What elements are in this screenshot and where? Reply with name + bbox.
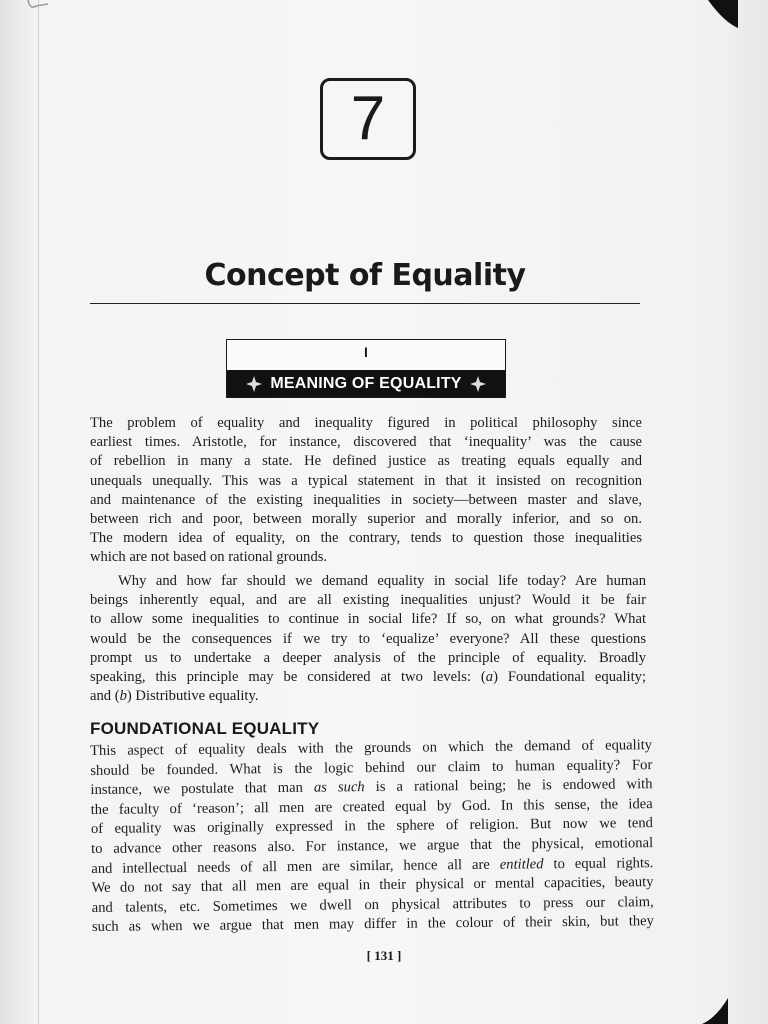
paragraph-questions xyxy=(90,572,646,706)
text-line: and intellectual needs of all men are similar, hence all are entitled to equal rights. xyxy=(91,854,654,877)
text-line: and talents, etc. Sometimes we dwell on physical attributes to press our claim, xyxy=(91,893,654,916)
text-line: between rich and poor, between morally superior and morally inferior, and so on. xyxy=(90,511,642,528)
page-spine-shadow xyxy=(38,0,39,1024)
chapter-title: Concept of Equality xyxy=(204,258,526,293)
text-line: the faculty of ‘reason’; all men are created equal by God. In this sense, the idea xyxy=(90,795,653,818)
binder-clip-top xyxy=(708,0,738,28)
text-line: would be the consequences if we try to ‘equalize’ everyone? All these questions xyxy=(90,630,646,647)
sparkle-ornament-icon xyxy=(470,376,486,392)
sparkle-ornament-icon xyxy=(246,376,262,392)
text-line: such as when we argue that men may differ in the colour of their skin, but they xyxy=(91,913,654,936)
paragraph-aristotle xyxy=(90,414,642,568)
text-line: earliest times. Aristotle, for instance, discovered that ‘inequality’ was the cause xyxy=(90,434,642,451)
text-line: We do not say that all men are equal in their physical or mental capacities, beauty xyxy=(91,874,654,897)
section-title: MEANING OF EQUALITY xyxy=(270,374,462,392)
page-number: [ 131 ] xyxy=(366,948,402,963)
text-line: Why and how far should we demand equality in social life today? Are human xyxy=(118,573,646,589)
binder-clip-bottom xyxy=(702,998,728,1024)
text-line: should be founded. What is the logic behind our claim to human equality? For xyxy=(90,756,653,779)
paragraph-foundational xyxy=(90,736,654,938)
text-line: and maintenance of the existing inequalities in society—between master and slave, xyxy=(90,491,642,508)
text-line: of equality was originally expressed in the sphere of religion. But now we tend xyxy=(90,815,653,838)
text-line: which are not based on rational grounds. xyxy=(90,549,328,566)
text-line: instance, we postulate that man as such is a rational being; he is endowed with xyxy=(90,776,653,799)
text-line: The modern idea of equality, on the contrary, tends to question those inequalities xyxy=(90,530,642,547)
text-line: The problem of equality and inequality figured in political philosophy since xyxy=(90,415,642,431)
section-title-band xyxy=(227,370,505,397)
text-line: speaking, this principle may be considered at two levels: (a) Foundational equality; xyxy=(90,669,646,686)
text-line: and (b) Distributive equality. xyxy=(90,688,259,705)
page-corner-mark xyxy=(26,0,48,14)
title-rule xyxy=(90,303,640,304)
chapter-number: 7 xyxy=(320,78,416,160)
text-line: beings inherently equal, and are all existing inequalities unjust? Would it be fair xyxy=(90,592,646,609)
text-line: unequals unequally. This was a typical statement in that it insisted on recognition xyxy=(90,472,642,489)
section-heading-foundational: FOUNDATIONAL EQUALITY xyxy=(90,719,320,738)
text-line: prompt us to undertake a deeper analysis of the principle of equality. Broadly xyxy=(90,649,646,666)
text-line: to allow some inequalities to continue in social life? If so, on what grounds? What xyxy=(90,611,646,628)
text-line: This aspect of equality deals with the grounds on which the demand of equality xyxy=(90,737,653,759)
section-header xyxy=(226,339,506,398)
text-line: to advance other reasons also. For instance, we argue that the physical, emotional xyxy=(91,835,654,857)
section-number: I xyxy=(364,344,368,360)
text-line: of rebellion in many a state. He defined justice as treating equals equally and xyxy=(90,453,642,470)
